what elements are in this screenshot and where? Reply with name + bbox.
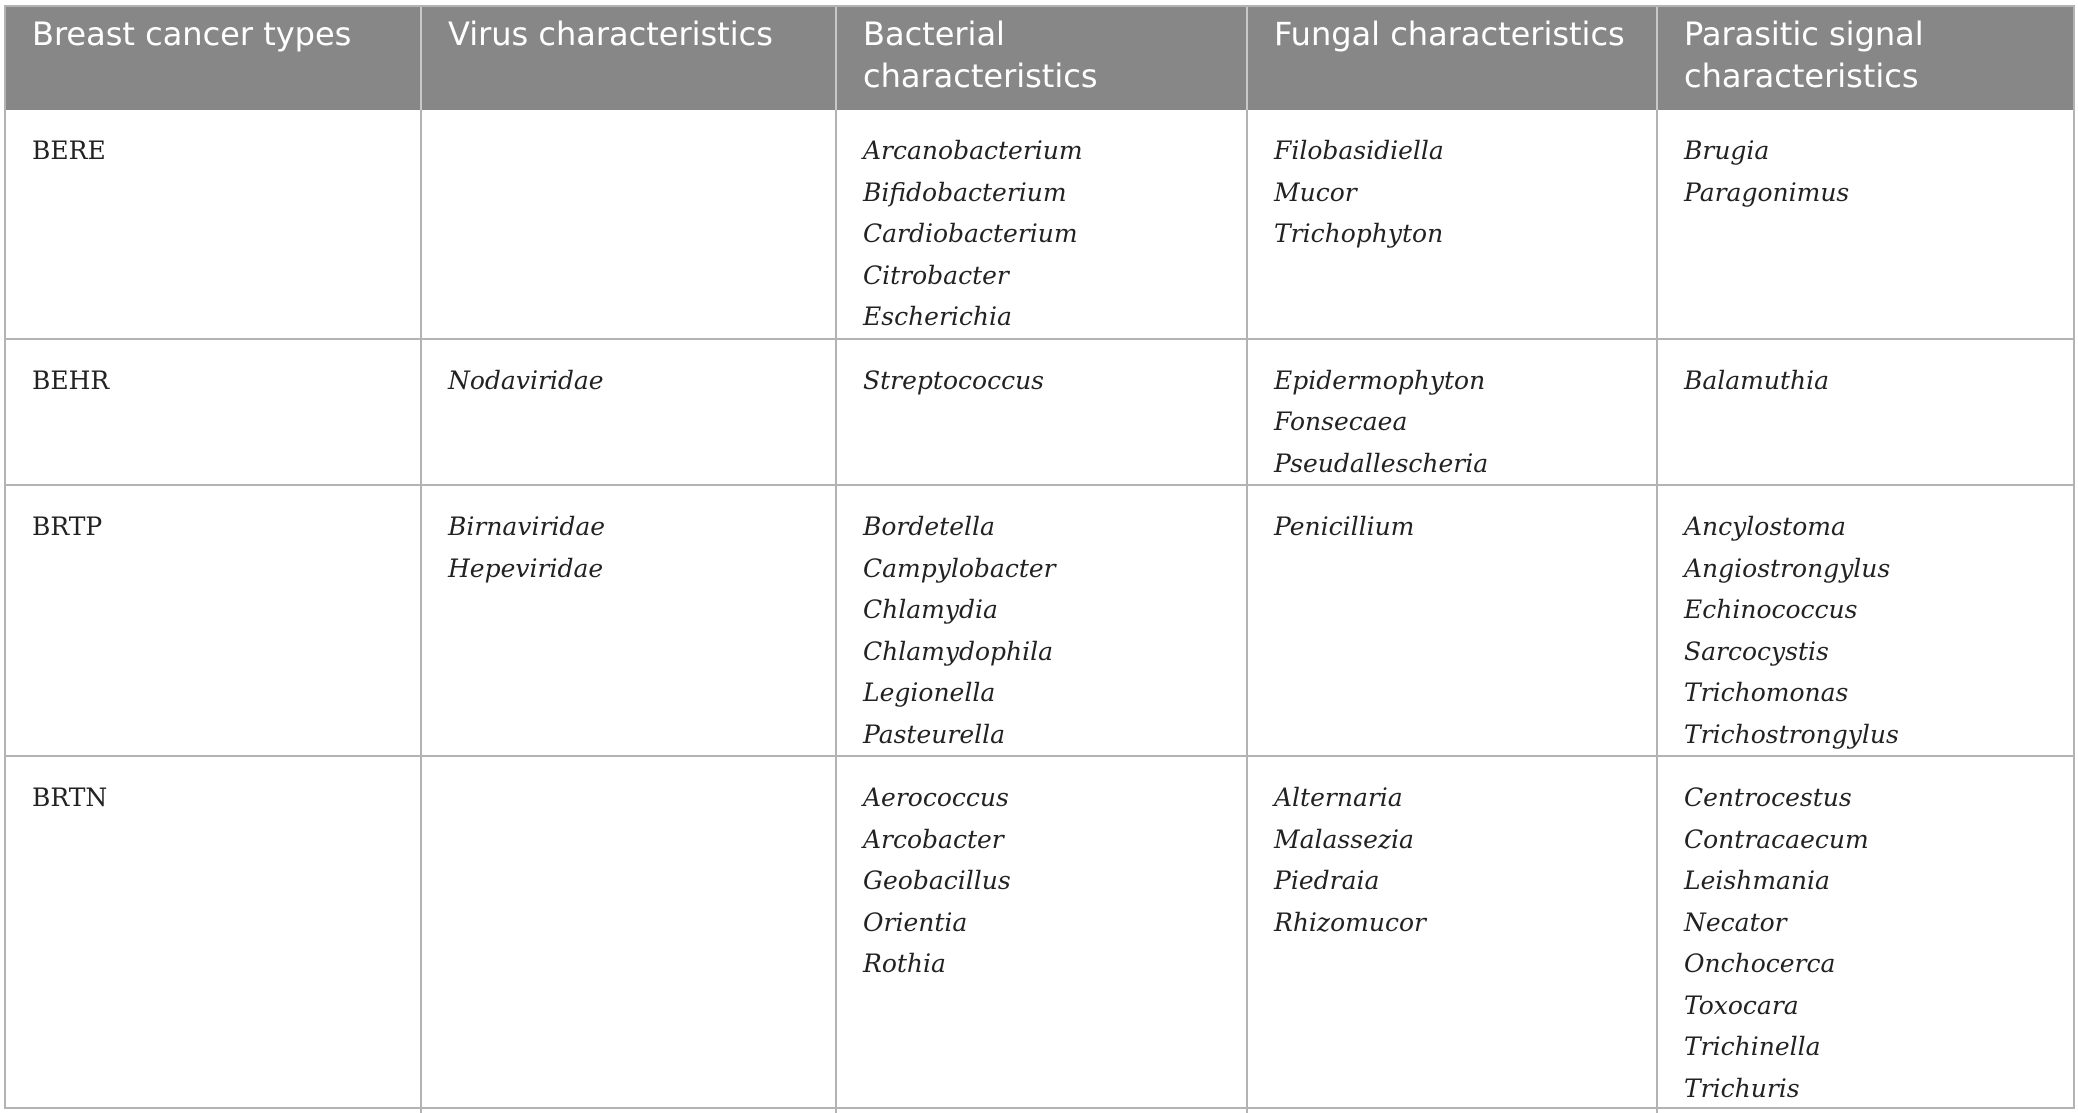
- taxon-name: Chlamydophila: [863, 636, 1054, 666]
- taxon-name: Rhizomucor: [1274, 907, 1426, 937]
- taxon-name: Campylobacter: [863, 553, 1056, 583]
- header-row: [6, 7, 2073, 110]
- table-row: [6, 485, 2073, 756]
- header-virus-characteristics: Virus characteristics: [421, 7, 836, 110]
- taxon-name: Epidermophyton: [1274, 365, 1486, 395]
- cell-parasitic: [1657, 339, 2073, 486]
- taxon-name: Ancylostoma: [1684, 512, 1846, 541]
- taxon-name: Toxocara: [1684, 990, 1799, 1020]
- cell-fungal: [1247, 110, 1657, 339]
- cancer-type-label: BRTP: [32, 512, 103, 541]
- cell-virus: [421, 339, 836, 486]
- taxon-name: Bifidobacterium: [863, 177, 1067, 207]
- taxon-name: Angiostrongylus: [1684, 553, 1891, 583]
- taxon-name: Citrobacter: [863, 260, 1009, 290]
- cell-bacterial: [836, 756, 1247, 1113]
- taxon-name: Necator: [1684, 907, 1787, 937]
- cell-virus: [421, 110, 836, 339]
- cell-fungal: [1247, 339, 1657, 486]
- taxon-name: Trichuris: [1684, 1073, 1800, 1103]
- cell-bacterial: [836, 339, 1247, 486]
- cell-virus: [421, 756, 836, 1113]
- cell-type: [6, 339, 421, 486]
- cell-fungal: [1247, 485, 1657, 756]
- data-table: [6, 7, 2073, 1113]
- header-breast-cancer-types: Breast cancer types: [6, 7, 421, 110]
- cancer-type-label: BEHR: [32, 365, 110, 395]
- taxon-name: Trichostrongylus: [1684, 719, 1899, 749]
- taxon-name: Hepeviridae: [448, 553, 604, 583]
- taxon-name: Paragonimus: [1684, 177, 1850, 207]
- taxon-name: Mucor: [1274, 177, 1357, 207]
- taxon-name: Echinococcus: [1684, 595, 1858, 624]
- taxon-name: Nodaviridae: [448, 365, 604, 395]
- header-fungal-characteristics: Fungal characteristics: [1247, 7, 1657, 110]
- taxon-name: Rothia: [863, 949, 946, 978]
- cell-bacterial: [836, 485, 1247, 756]
- table-row: [6, 339, 2073, 486]
- cell-bacterial: [836, 110, 1247, 339]
- table-body: [6, 110, 2073, 1113]
- taxon-name: Bordetella: [863, 512, 995, 541]
- taxon-name: Sarcocystis: [1684, 636, 1829, 666]
- taxon-name: Chlamydia: [863, 595, 998, 624]
- taxon-name: Onchocerca: [1684, 949, 1836, 978]
- taxon-name: Piedraia: [1274, 866, 1380, 895]
- cell-fungal: [1247, 756, 1657, 1113]
- cell-parasitic: [1657, 110, 2073, 339]
- taxon-name: Escherichia: [863, 302, 1012, 331]
- cell-type: [6, 756, 421, 1113]
- taxon-name: Birnaviridae: [448, 512, 606, 541]
- taxon-name: Pasteurella: [863, 719, 1006, 749]
- taxon-name: Contracaecum: [1684, 824, 1869, 854]
- table-row: [6, 110, 2073, 339]
- cell-type: [6, 485, 421, 756]
- taxon-name: Centrocestus: [1684, 783, 1852, 812]
- table-header: [6, 7, 2073, 110]
- cancer-type-label: BERE: [32, 136, 106, 165]
- taxon-name: Aerococcus: [863, 783, 1009, 812]
- cell-parasitic: [1657, 485, 2073, 756]
- cell-virus: [421, 485, 836, 756]
- header-bacterial-characteristics: Bacterial characteristics: [836, 7, 1247, 110]
- taxon-name: Pseudallescheria: [1274, 448, 1489, 478]
- taxon-name: Cardiobacterium: [863, 219, 1078, 248]
- cell-parasitic: [1657, 756, 2073, 1113]
- taxon-name: Alternaria: [1274, 783, 1403, 812]
- taxon-name: Malassezia: [1274, 824, 1414, 854]
- taxon-name: Brugia: [1684, 136, 1770, 165]
- taxon-name: Arcobacter: [863, 824, 1004, 854]
- microbial-characteristics-table: [4, 5, 2075, 1109]
- taxon-name: Geobacillus: [863, 866, 1011, 895]
- taxon-name: Legionella: [863, 678, 996, 707]
- header-parasitic-signal-characteristics: Parasitic signal characteristics: [1657, 7, 2073, 110]
- taxon-name: Fonsecaea: [1274, 407, 1408, 436]
- taxon-name: Orientia: [863, 907, 968, 937]
- taxon-name: Penicillium: [1274, 512, 1415, 541]
- table-row: [6, 756, 2073, 1113]
- taxon-name: Trichophyton: [1274, 219, 1444, 248]
- taxon-name: Filobasidiella: [1274, 136, 1444, 165]
- taxon-name: Trichomonas: [1684, 678, 1849, 707]
- taxon-name: Trichinella: [1684, 1032, 1821, 1061]
- taxon-name: Streptococcus: [863, 365, 1045, 395]
- taxon-name: Balamuthia: [1684, 365, 1830, 395]
- taxon-name: Arcanobacterium: [863, 136, 1083, 165]
- cell-type: [6, 110, 421, 339]
- cancer-type-label: BRTN: [32, 783, 108, 812]
- taxon-name: Leishmania: [1684, 866, 1830, 895]
